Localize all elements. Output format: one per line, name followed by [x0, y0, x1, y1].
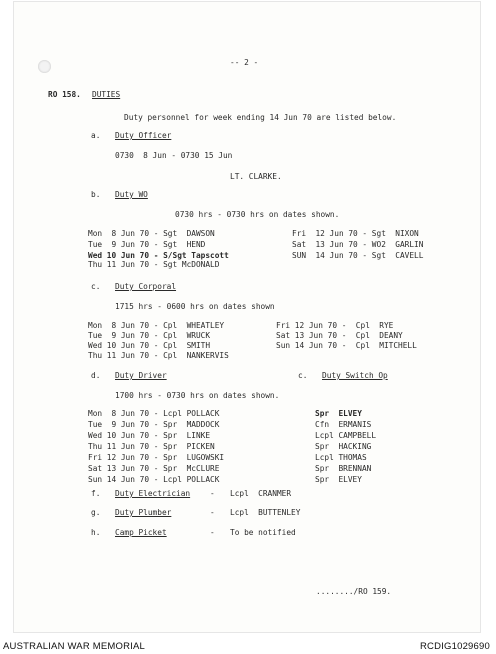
- duty-driver-row: Wed 10 Jun 70 - Spr LINKE: [88, 431, 211, 440]
- duty-corporal-hours: 1715 hrs - 0600 hrs on dates shown: [115, 302, 275, 311]
- duty-switch-row: Lcpl THOMAS: [315, 453, 367, 462]
- duty-switch-row: Spr BRENNAN: [315, 464, 372, 473]
- duty-driver-hours: 1700 hrs - 0730 hrs on dates shown.: [115, 391, 280, 400]
- ro-reference: RO 158.: [48, 90, 81, 99]
- intro-text: Duty personnel for week ending 14 Jun 70 are listed below.: [124, 113, 397, 122]
- footer-archive-name: AUSTRALIAN WAR MEMORIAL: [3, 641, 146, 652]
- duty-wo-letter: b.: [91, 190, 101, 199]
- duty-driver-title: Duty Driver: [115, 371, 167, 380]
- duty-corporal-letter: c.: [91, 282, 101, 291]
- duty-driver-row: Mon 8 Jun 70 - Lcpl POLLACK: [88, 409, 220, 418]
- duty-plumber-dash: -: [210, 508, 215, 517]
- duty-wo-row: Tue 9 Jun 70 - Sgt HEND: [88, 240, 206, 249]
- duty-driver-row: Sat 13 Jun 70 - Spr McCLURE: [88, 464, 220, 473]
- duty-corporal-row: Sun 14 Jun 70 - Cpl MITCHELL: [276, 341, 417, 350]
- duty-wo-row: SUN 14 Jun 70 - Sgt CAVELL: [292, 251, 424, 260]
- duty-switch-row: Cfn ERMANIS: [315, 420, 372, 429]
- duty-electrician-letter: f.: [91, 489, 101, 498]
- duty-officer-name: LT. CLARKE.: [230, 172, 282, 181]
- duty-wo-row: Wed 10 Jun 70 - S/Sgt Tapscott: [88, 251, 229, 260]
- duty-corporal-row: Fri 12 Jun 70 - Cpl RYE: [276, 321, 394, 330]
- duty-corporal-row: Sat 13 Jun 70 - Cpl DEANY: [276, 331, 403, 340]
- continuation-ref: ......../RO 159.: [316, 587, 392, 596]
- duty-corporal-row: Mon 8 Jun 70 - Cpl WHEATLEY: [88, 321, 225, 330]
- duty-plumber-title: Duty Plumber: [115, 508, 172, 517]
- duty-plumber-letter: g.: [91, 508, 101, 517]
- duty-switch-row: Spr HACKING: [315, 442, 372, 451]
- duty-corporal-row: Thu 11 Jun 70 - Cpl NANKERVIS: [88, 351, 229, 360]
- duty-electrician-dash: -: [210, 489, 215, 498]
- duty-wo-row: Fri 12 Jun 70 - Sgt NIXON: [292, 229, 419, 238]
- duty-officer-title: Duty Officer: [115, 131, 172, 140]
- document-page: [14, 2, 480, 632]
- duty-corporal-row: Tue 9 Jun 70 - Cpl WRUCK: [88, 331, 211, 340]
- duty-driver-row: Tue 9 Jun 70 - Spr MADDOCK: [88, 420, 220, 429]
- duty-driver-letter: d.: [91, 371, 101, 380]
- duty-officer-time: 0730 8 Jun - 0730 15 Jun: [115, 151, 233, 160]
- duty-electrician-name: Lcpl CRANMER: [230, 489, 292, 498]
- duty-wo-row: Mon 8 Jun 70 - Sgt DAWSON: [88, 229, 215, 238]
- duty-corporal-title: Duty Corporal: [115, 282, 177, 291]
- duty-wo-row: Sat 13 Jun 70 - WO2 GARLIN: [292, 240, 424, 249]
- camp-picket-title: Camp Picket: [115, 528, 167, 537]
- duty-driver-row: Thu 11 Jun 70 - Spr PICKEN: [88, 442, 215, 451]
- duty-wo-title: Duty WO: [115, 190, 148, 199]
- duty-officer-letter: a.: [91, 131, 101, 140]
- duty-driver-row: Fri 12 Jun 70 - Spr LUGOWSKI: [88, 453, 225, 462]
- duty-wo-row: Thu 11 Jun 70 - Sgt McDONALD: [88, 260, 220, 269]
- duty-switch-row: Spr ELVEY: [315, 409, 362, 418]
- duty-electrician-title: Duty Electrician: [115, 489, 191, 498]
- section-title: DUTIES: [92, 90, 121, 99]
- duty-switch-letter: c.: [298, 371, 308, 380]
- camp-picket-letter: h.: [91, 528, 101, 537]
- duty-switch-row: Spr ELVEY: [315, 475, 362, 484]
- duty-wo-hours: 0730 hrs - 0730 hrs on dates shown.: [175, 210, 340, 219]
- duty-switch-title: Duty Switch Op: [322, 371, 388, 380]
- punch-hole: [38, 60, 51, 73]
- duty-driver-row: Sun 14 Jun 70 - Lcpl POLLACK: [88, 475, 220, 484]
- footer-record-id: RCDIG1029690: [420, 641, 490, 652]
- camp-picket-dash: -: [210, 528, 215, 537]
- duty-plumber-name: Lcpl BUTTENLEY: [230, 508, 301, 517]
- duty-corporal-row: Wed 10 Jun 70 - Cpl SMITH: [88, 341, 211, 350]
- page-number: -- 2 -: [230, 58, 259, 67]
- camp-picket-name: To be notified: [230, 528, 296, 537]
- duty-switch-row: Lcpl CAMPBELL: [315, 431, 377, 440]
